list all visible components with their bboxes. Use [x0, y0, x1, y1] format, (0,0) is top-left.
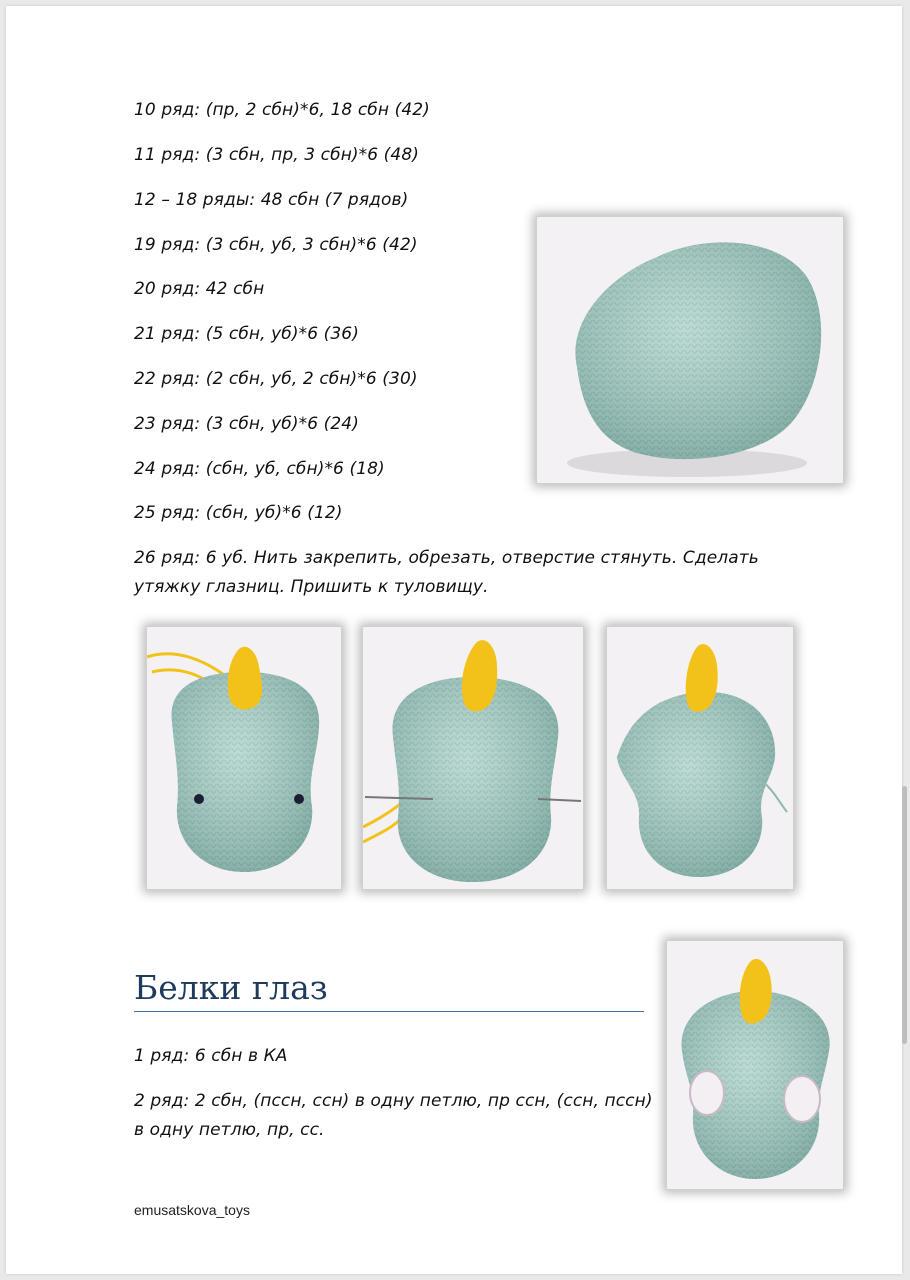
row-19: 19 ряд: (3 сбн, уб, 3 сбн)*6 (42) — [134, 235, 418, 255]
section-title: Белки глаз — [134, 968, 328, 1007]
row-26-line-2: утяжку глазниц. Пришить к туловищу. — [134, 577, 489, 597]
row-26-line-1: 26 ряд: 6 уб. Нить закрепить, обрезать, отверстие стянуть. Сделать — [134, 548, 759, 568]
row-22: 22 ряд: (2 сбн, уб, 2 сбн)*6 (30) — [134, 369, 418, 389]
scrollbar[interactable] — [902, 786, 907, 1044]
photo-head-eye-whites — [666, 940, 844, 1190]
section-divider — [134, 1011, 644, 1012]
row-10: 10 ряд: (пр, 2 сбн)*6, 18 сбн (42) — [134, 100, 430, 120]
eye-white-row-1: 1 ряд: 6 сбн в КА — [134, 1046, 288, 1066]
photo-head-eyes-pinned — [146, 626, 342, 890]
eye-white-row-2-line-1: 2 ряд: 2 сбн, (пссн, ссн) в одну петлю, пр ссн, (ссн, пссн) — [134, 1091, 653, 1111]
row-11: 11 ряд: (3 сбн, пр, 3 сбн)*6 (48) — [134, 145, 419, 165]
row-21: 21 ряд: (5 сбн, уб)*6 (36) — [134, 324, 359, 344]
row-20: 20 ряд: 42 сбн — [134, 279, 265, 299]
photo-head-needle — [362, 626, 584, 890]
row-23: 23 ряд: (3 сбн, уб)*6 (24) — [134, 414, 359, 434]
document-page — [6, 6, 902, 1274]
row-25: 25 ряд: (сбн, уб)*6 (12) — [134, 503, 343, 523]
rows-12-18: 12 – 18 ряды: 48 сбн (7 рядов) — [134, 190, 409, 210]
photo-head-sculpted — [606, 626, 794, 890]
photo-head-shape — [536, 216, 844, 484]
row-24: 24 ряд: (сбн, уб, сбн)*6 (18) — [134, 459, 385, 479]
footer-author: emusatskova_toys — [134, 1202, 250, 1218]
eye-white-row-2-line-2: в одну петлю, пр, сс. — [134, 1120, 325, 1140]
